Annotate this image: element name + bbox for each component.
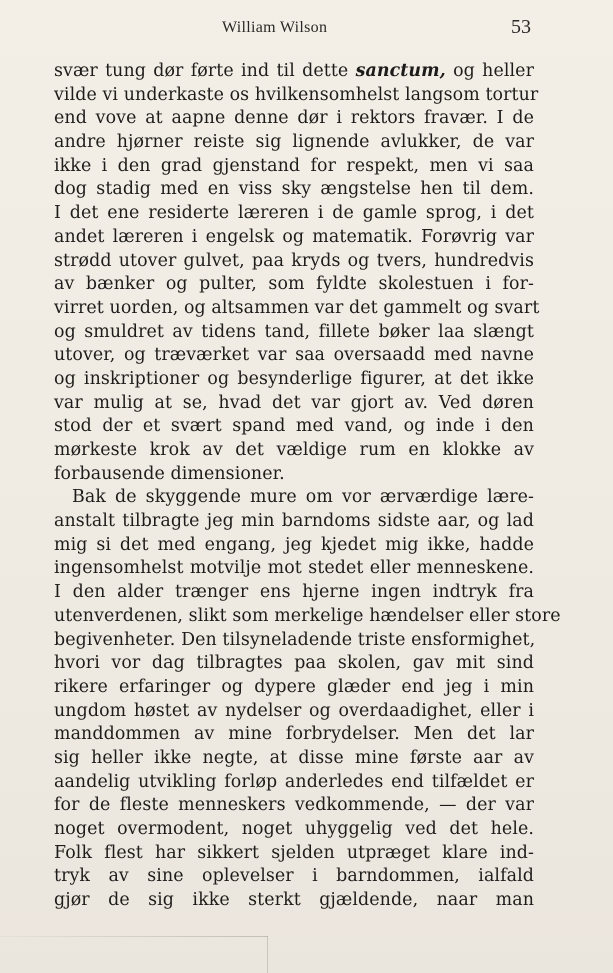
page-number: 53 (511, 16, 531, 38)
text-line: dog stadig med en viss sky ængstelse hen til dem. (54, 179, 534, 200)
text-line: manddommen av mine forbrydelser. Men det lar (54, 724, 534, 745)
text-line: begivenheter. Den tilsyneladende triste ensformighet, (54, 629, 536, 650)
text-line: mig si det med engang, jeg kjedet mig ikke, hadde (54, 534, 534, 555)
text-line: for de fleste menneskers vedkommende, — der var (54, 795, 534, 816)
text-line: strødd utover gulvet, paa kryds og tvers, hundredvis (54, 250, 534, 271)
text-line: Bak de skyggende mure om vor ærværdige lære- (72, 487, 534, 508)
text-line: utenverdenen, slikt som merkelige hændelser eller store (54, 605, 561, 626)
text-line: utover, og træværket var saa oversaadd med navne (54, 345, 534, 366)
text-line: ikke i den grad gjenstand for respekt, men vi saa (54, 155, 534, 176)
text-line: ungdom høstet av nydelser og overdaadighet, eller i (54, 700, 534, 721)
paragraph-1 (54, 60, 540, 486)
text-line: av bænker og pulter, som fyldte skolestuen i for- (54, 274, 534, 295)
text-line: mørkeste krok av det vældige rum en klokke av (54, 440, 534, 460)
running-title: William Wilson (222, 19, 328, 36)
text-line: aandelig utvikling forløp anderledes end tilfældet er (54, 771, 534, 792)
text-line: hvori vor dag tilbragtes paa skolen, gav mit sind (54, 653, 534, 674)
text-line: noget overmodent, noget uhyggelig ved det hele. (54, 819, 534, 839)
text-line: Folk flest har sikkert sjelden utpræget klare ind- (54, 842, 534, 863)
text-line: virret uorden, og altsammen var det gammelt og svart (54, 297, 540, 318)
text-line: I den alder trænger ens hjerne ingen indtryk fra (54, 582, 534, 603)
text-line: rikere erfaringer og dypere glæder end jeg i min (54, 676, 534, 697)
text-line: vilde vi underkaste os hvilkensomhelst langsom tortur (54, 84, 539, 105)
text-line: og inskriptioner og besynderlige figurer, at det ikke (54, 368, 534, 389)
body-text (54, 60, 561, 913)
text-line: end vove at aapne denne dør i rektors fravær. I de (54, 108, 534, 129)
text-line: ingensomhelst motvilje mot stedet eller menneskene. (54, 558, 534, 579)
text-line: I det ene residerte læreren i de gamle sprog, i det (54, 203, 534, 224)
text-line: tryk av sine oplevelser i barndommen, ialfald (54, 866, 534, 887)
text-line: andre hjørner reiste sig lignende avlukker, de var (54, 132, 534, 153)
text-line: gjør de sig ikke sterkt gjældende, naar man (54, 890, 534, 911)
text-line: stod der et svært spand med vand, og inde i den (54, 416, 534, 437)
text-line: svær tung dør førte ind til dette sanctum, og heller (54, 61, 534, 81)
page-edge-shadow-vertical (267, 936, 268, 973)
text-line: anstalt tilbragte jeg min barndoms sidste aar, og lad (54, 511, 534, 532)
paragraph-2 (54, 486, 561, 912)
text-line: forbausende dimensioner. (54, 463, 285, 484)
page-edge-shadow (0, 936, 268, 937)
text-line: andet læreren i engelsk og matematik. Forøvrig var (54, 226, 534, 247)
text-line: var mulig at se, hvad det var gjort av. Ved døren (54, 392, 534, 413)
text-line: og smuldret av tidens tand, fillete bøker laa slængt (54, 321, 534, 342)
page-header (0, 18, 613, 40)
text-line: sig heller ikke negte, at disse mine første aar av (54, 747, 534, 768)
